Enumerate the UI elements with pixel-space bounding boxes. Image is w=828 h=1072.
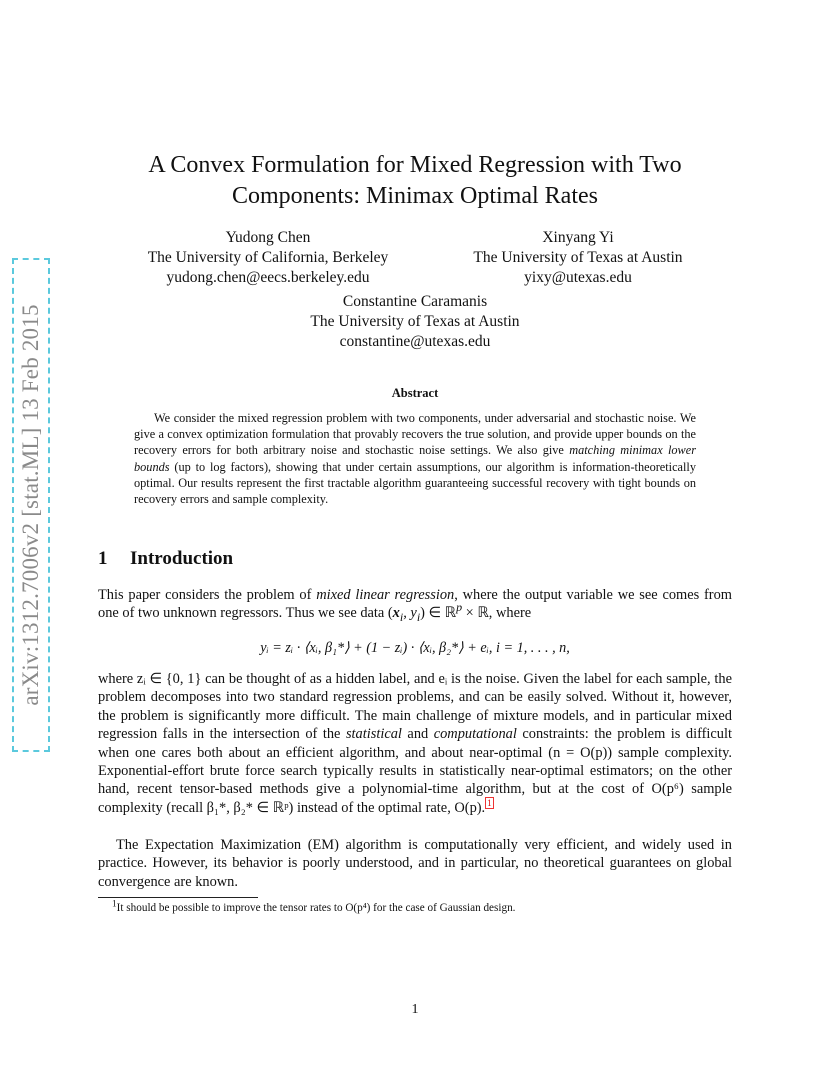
abstract-emphasis: matching minimax lower bounds — [134, 443, 696, 474]
math-symbol: x — [392, 605, 400, 622]
abstract-text — [134, 410, 696, 507]
text-run: × ℝ, where — [462, 605, 532, 622]
emphasis: mixed linear regression — [316, 587, 455, 603]
abstract-text-part: (up to log factors), showing that under certain assumptions, our algorithm is information-theoretically optimal. Our results represent the first tractable algorithm guaranteeing successful recovery with tight bounds on recovery errors and sample complexity. — [134, 459, 696, 507]
title-line-2: Components: Minimax Optimal Rates — [232, 183, 598, 209]
author-affiliation: The University of Texas at Austin — [473, 249, 683, 266]
paper-title — [98, 150, 732, 212]
author-name: Constantine Caramanis — [342, 293, 488, 310]
author-affiliation: The University of California, Berkeley — [147, 249, 389, 266]
math-subscript: i — [416, 610, 421, 625]
author-block — [98, 228, 732, 350]
author-name: Yudong Chen — [225, 229, 311, 246]
section-title: Introduction — [130, 548, 234, 569]
text-run: , where the output variable we see comes from one of two unknown regressors. Thus we see data ( — [98, 587, 732, 622]
author-affiliation: The University of Texas at Austin — [310, 313, 520, 330]
paragraph-em: The Expectation Maximization (EM) algorithm is computationally very efficient, and widely used in practice. However, its behavior is poorly understood, and in particular, no theoretical guarantees on global convergence are known. — [98, 837, 732, 890]
footnote-text: It should be possible to improve the tensor rates to O(p⁴) for the case of Gaussian design. — [116, 902, 516, 914]
abstract-heading: Abstract — [391, 386, 439, 400]
arxiv-identifier[interactable]: arXiv:1312.7006v2 [stat.ML] 13 Feb 2015 — [18, 304, 43, 706]
text-run: constraints: the problem is difficult when one cares both about an efficient algorithm, and about near-optimal (n = O(p)) sample complexity. Exponential-effort brute force search typically results in statistically near-optimal estimators; on the other hand, recent tensor-based methods give a polynomial-time algorithm, but at the cost of O(p⁶) sample complexity (recall β₁*, β₂* ∈ ℝᵖ) instead of the optimal rate, O(p). — [98, 726, 732, 816]
page-number: 1 — [411, 1002, 419, 1017]
text-run: This paper considers the problem of — [98, 587, 317, 603]
arxiv-sidebar-stamp[interactable] — [12, 258, 50, 752]
section-number: 1 — [98, 548, 108, 569]
math-subscript: i — [399, 610, 404, 625]
author-1 — [128, 228, 408, 288]
footnote-divider — [98, 897, 258, 898]
footnote-link[interactable]: 1 — [487, 798, 492, 809]
math-symbol: , y — [403, 605, 417, 622]
footnote — [98, 899, 732, 914]
author-3 — [98, 292, 732, 352]
paragraph-problem — [98, 670, 732, 817]
text-run: ) ∈ ℝ — [420, 605, 457, 622]
section-heading — [98, 548, 732, 570]
author-2 — [438, 228, 718, 288]
paragraph-intro — [98, 586, 732, 627]
author-name: Xinyang Yi — [542, 229, 614, 246]
author-email: constantine@utexas.edu — [339, 333, 491, 350]
author-email: yudong.chen@eecs.berkeley.edu — [166, 269, 370, 286]
emphasis: computational — [433, 726, 517, 743]
math-superscript: p — [456, 600, 463, 615]
paper-page — [98, 0, 732, 1072]
footnote-mark: 1 — [112, 899, 117, 910]
author-email: yixy@utexas.edu — [524, 269, 632, 286]
equation: yᵢ = zᵢ · ⟨xᵢ, β₁*⟩ + (1 − zᵢ) · ⟨xᵢ, β₂*⟩ + eᵢ, i = 1, . . . , n, — [260, 640, 570, 656]
text-run: where zᵢ ∈ {0, 1} can be thought of as a hidden label, and eᵢ is the noise. Given the label for each sample, the problem decomposes into two standard regression problems, and can be easily solved. Without it, however, the problem is significantly more difficult. The main challenge of mixture models, and in particular mixed regression falls in the intersection of the — [98, 671, 732, 743]
title-line-1: A Convex Formulation for Mixed Regression with Two — [148, 152, 682, 178]
text-run: and — [401, 726, 434, 743]
abstract-text-part: We consider the mixed regression problem with two components, under adversarial and stochastic noise. We give a convex optimization formulation that provably recovers the true solution, and provide upper bounds on the recovery errors for both arbitrary noise and stochastic noise settings. We also give — [134, 411, 696, 458]
emphasis: statistical — [345, 726, 402, 743]
